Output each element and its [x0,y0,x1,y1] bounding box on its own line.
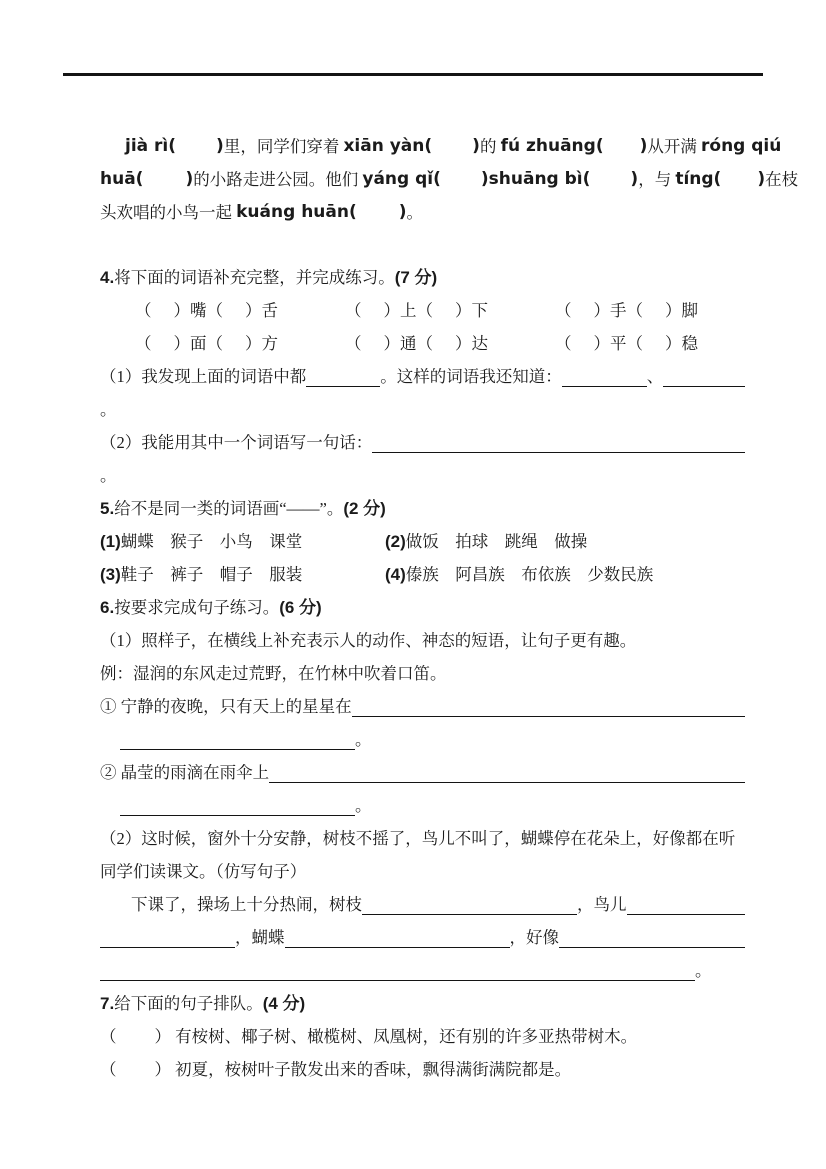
score-label: (6 分) [279,598,322,617]
q4-word-row-1 [100,294,745,327]
item-number: (3) [100,565,121,584]
text-run: ① 宁静的夜晚，只有天上的星星在 [100,697,352,716]
text-run: 。 [355,796,372,815]
q6-rewrite-line-2 [100,921,745,954]
answer-blank [100,979,695,981]
question-number: 7. [100,994,115,1013]
text-run: ，鸟儿 [577,895,627,914]
column-group [385,525,587,558]
text-run: （ [555,334,572,353]
text-run: 里，同学们穿着 [223,137,344,156]
q4-title [100,261,745,294]
text-run: （ [345,334,362,353]
text-run: （2）我能用其中一个词语写一句话： [100,433,373,452]
score-label: (2 分) [343,499,386,518]
answer-blank [306,385,380,387]
text-run: ）方 [245,334,278,353]
answer-blank [663,385,745,387]
text-run: 将下面的词语补充完整，并完成练习。 [114,268,395,287]
text-run: （ [100,1060,117,1079]
q6-sub-2-line-2 [100,855,745,888]
text-run: （ [100,1027,117,1046]
q6-item-1 [100,690,745,723]
text-run: 的 [479,137,501,156]
q6-example [100,657,745,690]
text-run: ）面（ [173,334,223,353]
pinyin-run: jià rì( [125,136,177,156]
q4-sub-1-period [100,393,745,426]
question-number: 4. [100,268,115,287]
pinyin-run: xiān yàn( [343,136,433,156]
q7-item-2 [100,1053,745,1086]
text-run: 蝴蝶 猴子 小鸟 课堂 [120,532,303,551]
pinyin-run: ) [757,169,766,189]
item-number: (1) [100,532,121,551]
pinyin-run: róng qiú [701,136,782,156]
text-run: 鞋子 裤子 帽子 服装 [120,565,303,584]
q6-item-2 [100,756,745,789]
text-run: 。 [100,466,117,485]
q5-title [100,492,745,525]
text-run: （ [135,301,152,320]
text-run: ，好像 [509,928,559,947]
document-content [100,130,799,1086]
text-run: ） 有桉树、椰子树、橄榄树、凤凰树，还有别的许多亚热带树木。 [154,1027,638,1046]
q4-word-row-2 [100,327,745,360]
text-run: ）达 [455,334,488,353]
text-run: 从开满 [647,137,701,156]
q6-rewrite-line-1 [100,888,745,921]
pinyin-run: yáng qǐ( [362,169,441,189]
text-run: ）通（ [383,334,433,353]
score-label: (4 分) [262,994,306,1013]
q5-row-2 [100,558,745,591]
text-run: 做饭 拍球 跳绳 做操 [405,532,588,551]
text-run: 同学们读课文。（仿写句子） [100,862,307,881]
text-run: 、 [646,367,664,386]
text-run: 。 [695,961,712,980]
text-run: ）脚 [665,301,698,320]
answer-blank [627,913,746,915]
question-number: 6. [100,598,115,617]
text-run: 。 [355,730,372,749]
question-number: 5. [100,499,115,518]
item-number: (2) [385,532,406,551]
paren-gap [117,1085,155,1086]
answer-blank [120,748,355,750]
item-number: (4) [385,565,406,584]
q5-row-1 [100,525,745,558]
text-run: （ [555,301,572,320]
pinyin-run: huā( [100,169,144,189]
q7-item-1 [100,1020,745,1053]
column-group [135,294,278,327]
pinyin-line-3 [100,196,745,229]
text-run: ）手（ [593,301,643,320]
column-group [345,327,488,360]
text-run: 。 [406,203,424,222]
text-run: （ [135,334,152,353]
text-run: （ [345,301,362,320]
pinyin-run: ) [630,169,639,189]
text-run: 按要求完成句子练习。 [114,598,280,617]
pinyin-line-1 [100,130,782,163]
q6-item-1-cont [100,723,745,756]
text-run: ，蝴蝶 [235,928,285,947]
text-run: ）上（ [383,301,433,320]
pinyin-run: ) [472,136,480,156]
header-rule [63,73,763,76]
answer-blank [269,781,745,783]
column-group [555,294,698,327]
column-group [555,327,698,360]
answer-blank [559,946,745,948]
pinyin-run: ) [639,136,648,156]
text-run: ） 初夏，桉树叶子散发出来的香味，飘得满街满院都是。 [154,1060,572,1079]
pinyin-line-2 [100,163,799,196]
pinyin-run: tíng( [675,169,722,189]
answer-blank [120,814,355,816]
text-run: 。这样的词语我还知道： [380,367,562,386]
column-group [135,327,278,360]
pinyin-run: ) [480,169,489,189]
text-run: （1）照样子，在横线上补充表示人的动作、神态的短语，让句子更有趣。 [100,631,637,650]
q4-sub-2 [100,426,745,459]
answer-blank [100,946,235,948]
paren-gap [357,228,399,229]
text-run: ② 晶莹的雨滴在雨伞上 [100,763,270,782]
text-run: ）下 [455,301,488,320]
pinyin-run: kuáng huān( [236,202,357,222]
text-run: （2）这时候，窗外十分安静，树枝不摇了，鸟儿不叫了，蝴蝶停在花朵上，好像都在听 [100,829,736,848]
q6-sub-2-line-1 [100,822,745,855]
text-run: 例：湿润的东风走过荒野，在竹林中吹着口笛。 [100,664,447,683]
text-run: ）舌 [245,301,278,320]
text-run: 头欢唱的小鸟一起 [100,203,237,222]
column-group [345,294,488,327]
text-run: 给下面的句子排队。 [114,994,263,1013]
answer-blank [362,913,577,915]
q4-sub-2-period [100,459,745,492]
answer-blank [285,946,510,948]
text-run: 。 [100,400,117,419]
text-run: 下课了，操场上十分热闹，树枝 [131,895,362,914]
q6-rewrite-line-3 [100,954,745,987]
text-run: ）稳 [665,334,698,353]
text-run: （1）我发现上面的词语中都 [100,367,307,386]
text-run: 在枝 [765,170,799,189]
answer-blank [562,385,647,387]
pinyin-run: ) [398,202,407,222]
text-run: 给不是同一类的词语画“——”。 [114,499,344,518]
pinyin-run: ) [185,169,194,189]
column-group [385,558,653,591]
pinyin-run: fú zhuāng( [500,136,604,156]
answer-blank [372,451,745,453]
score-label: (7 分) [394,268,438,287]
q6-title [100,591,745,624]
q6-sub-1 [100,624,745,657]
q4-sub-1 [100,360,745,393]
text-run: ）嘴（ [173,301,223,320]
q6-item-2-cont [100,789,745,822]
q7-title [100,987,745,1020]
pinyin-run: shuāng bì( [488,169,591,189]
pinyin-run: ) [216,136,224,156]
text-run: ）平（ [593,334,643,353]
text-run: 的小路走进公园。他们 [193,170,363,189]
answer-blank [352,715,745,717]
text-run: ，与 [638,170,676,189]
text-run: 傣族 阿昌族 布依族 少数民族 [405,565,654,584]
